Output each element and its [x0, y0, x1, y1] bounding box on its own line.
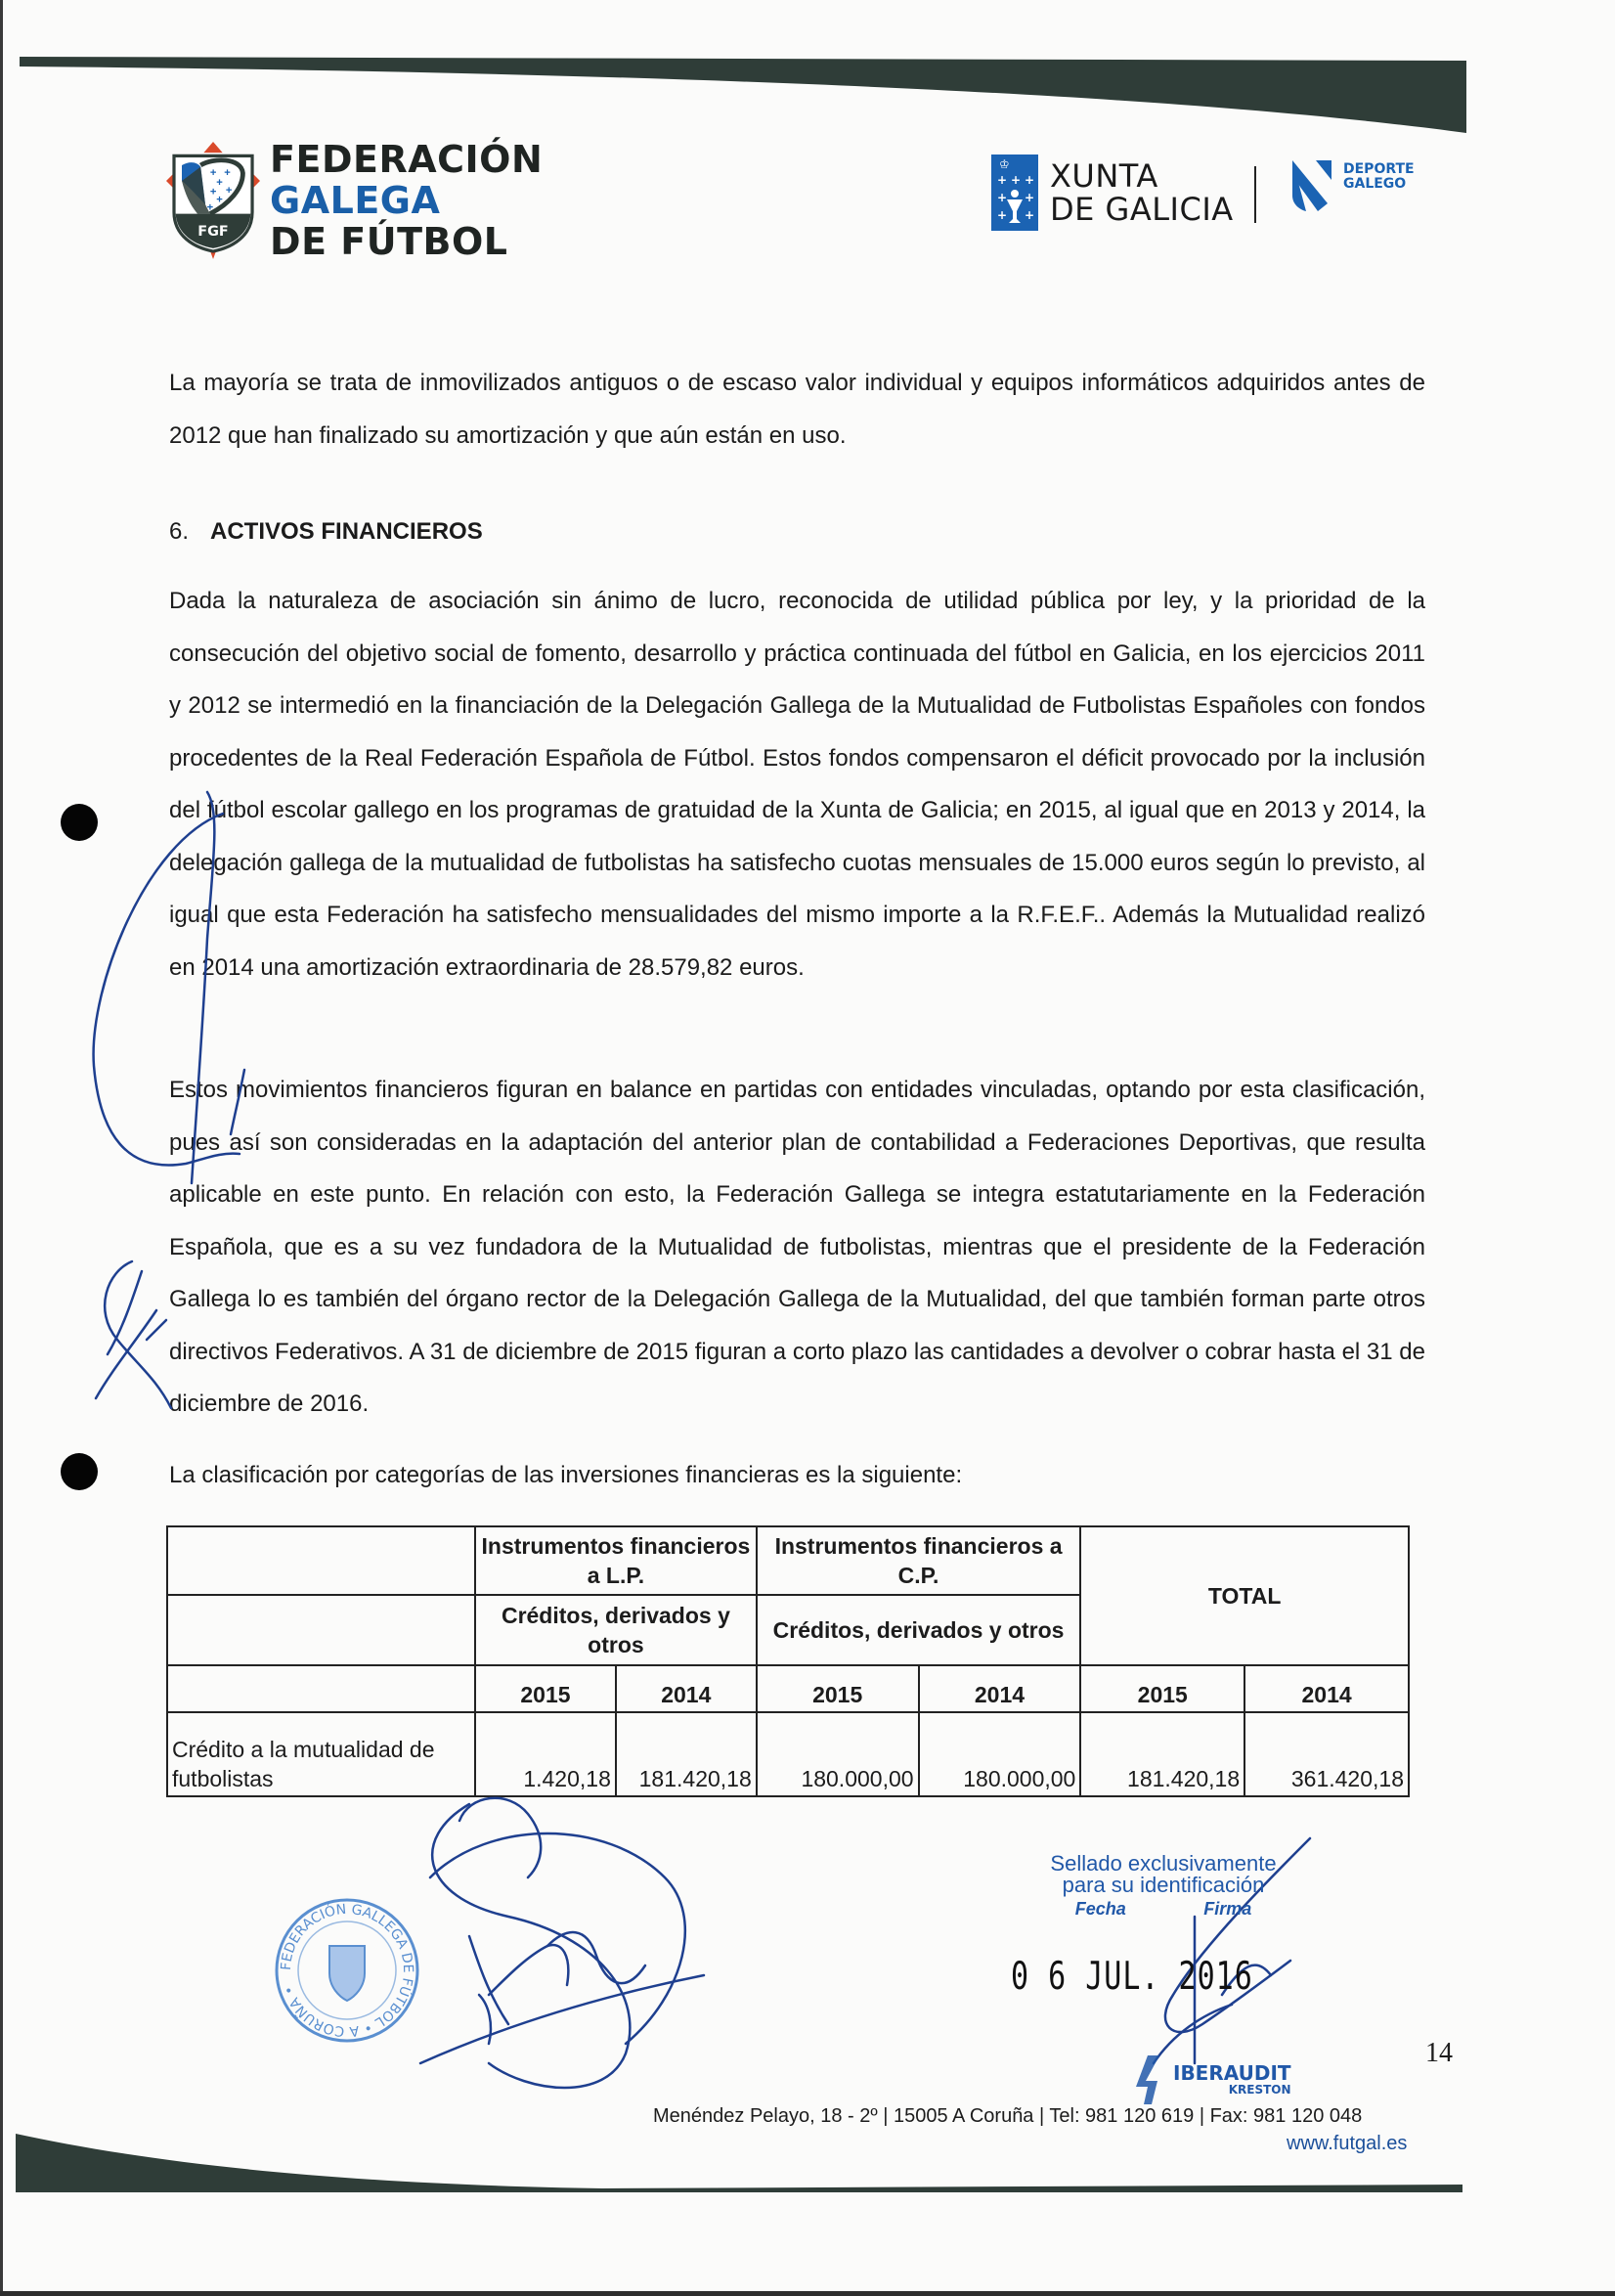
- svg-text:+: +: [225, 184, 233, 197]
- value-cell: 180.000,00: [757, 1712, 919, 1796]
- year-header: 2015: [757, 1665, 919, 1712]
- svg-text:+: +: [997, 208, 1008, 222]
- subheader-short-term: Créditos, derivados y otros: [757, 1595, 1081, 1665]
- fgf-title-blue: GALEGA: [270, 179, 441, 222]
- header-band: [20, 57, 1466, 133]
- paragraph-related-entities: Estos movimientos financieros figuran en balance en partidas con entidades vinculadas, optando por esta clasificación, pues así son consideradas en la adaptación del anterior plan de contabilidad a Federaciones Deportivas, que resulta aplicable en este punto. En relación con esto, la Federación Gallega se integra estatutariamente en la Federación Española, que es a su vez fundadora de la Mutualidad de futbolistas, mientras que el presidente de la Federación Gallega lo es también del órgano rector de la Delegación Gallega de la Mutualidad, del que también forman parte otros directivos Federativos. A 31 de diciembre de 2015 figuran a corto plazo las cantidades a devolver o cobrar hasta el 31 de diciembre de 2016.: [169, 1077, 1425, 1417]
- xunta-wordmark: XUNTA DE GALICIA: [1050, 157, 1234, 228]
- scan-edge-bottom: [0, 2291, 1615, 2296]
- deporte-galego-wordmark: DEPORTE GALEGO: [1343, 161, 1415, 192]
- intro-paragraph: La mayoría se trata de inmovilizados antiguos o de escaso valor individual y equipos informáticos adquiridos antes de 2012 que han finalizado su amortización y que aún están en uso.: [169, 370, 1425, 449]
- audit-stamp-line2: para su identificación: [1062, 1873, 1265, 1897]
- fgf-title-dark: FEDERACIÓN: [270, 138, 544, 181]
- date-stamp: 0 6 JUL. 2016: [1011, 1954, 1253, 2000]
- table-header-row-years: [167, 1665, 1409, 1712]
- section-title: ACTIVOS FINANCIEROS: [210, 518, 483, 545]
- xunta-logo: [991, 155, 1234, 231]
- table-row: [167, 1712, 1409, 1796]
- svg-text:+: +: [216, 194, 223, 206]
- punch-hole: [61, 1453, 98, 1490]
- header-total: TOTAL: [1080, 1526, 1409, 1665]
- svg-text:+: +: [1011, 173, 1022, 187]
- year-header: 2014: [616, 1665, 757, 1712]
- logo-divider: [1254, 166, 1256, 223]
- year-header: 2015: [475, 1665, 616, 1712]
- subheader-long-term: Créditos, derivados y otros: [475, 1595, 757, 1665]
- fgf-title-line2: DE FÚTBOL: [270, 220, 508, 263]
- value-cell: 361.420,18: [1244, 1712, 1409, 1796]
- fgf-logo: [166, 127, 635, 274]
- footer-website-link[interactable]: www.futgal.es: [1287, 2133, 1408, 2154]
- svg-text:+: +: [209, 186, 217, 199]
- iberaudit-mark-icon: [1134, 2055, 1173, 2104]
- footer-address: Menéndez Pelayo, 18 - 2º | 15005 A Coruña | Tel: 981 120 619 | Fax: 981 120 048: [653, 2105, 1363, 2127]
- svg-text:+: +: [206, 201, 214, 214]
- year-header: 2015: [1080, 1665, 1244, 1712]
- federation-seal-stamp: [269, 1897, 425, 2044]
- svg-text:FEDERACIÓN GALLEGA DE FÚTBOL •: FEDERACIÓN GALLEGA DE FÚTBOL • A CORUÑA •: [278, 1901, 416, 2040]
- header-short-term: Instrumentos financieros a C.P.: [757, 1526, 1081, 1595]
- fgf-crest-icon: [166, 127, 260, 274]
- svg-text:+: +: [209, 167, 217, 180]
- table-empty-cell: [167, 1665, 475, 1712]
- iberaudit-name: IBERAUDIT: [1173, 2061, 1291, 2085]
- svg-text:+: +: [997, 191, 1008, 204]
- svg-text:+: +: [224, 167, 231, 180]
- footer-band: [16, 2130, 1462, 2192]
- audit-identification-stamp: [1036, 1853, 1290, 1920]
- value-cell: 1.420,18: [475, 1712, 616, 1796]
- table-intro: La clasificación por categorías de las inversiones financieras es la siguiente:: [169, 1462, 963, 1488]
- year-header: 2014: [919, 1665, 1081, 1712]
- audit-stamp-fecha: Fecha: [1074, 1899, 1126, 1919]
- audit-stamp-line1: Sellado exclusivamente: [1050, 1851, 1277, 1876]
- value-cell: 181.420,18: [616, 1712, 757, 1796]
- table-empty-cell: [167, 1526, 475, 1595]
- svg-text:♔: ♔: [999, 157, 1010, 171]
- paragraph-financial-assets: Dada la naturaleza de asociación sin ánimo de lucro, reconocida de utilidad pública por ley, y la prioridad de la consecución del objetivo social de fomento, desarrollo y práctica continuada del fútbol en Galicia, en los ejercicios 2011 y 2012 se intermedió en la financiación de la Delegación Gallega de la Mutualidad de Futbolistas Españoles con fondos procedentes de la Real Federación Española de Fútbol. Estos fondos compensaron el déficit provocado por la inclusión del fútbol escolar gallego en los programas de gratuidad de la Xunta de Galicia; en 2015, al igual que en 2013 y 2014, la delegación gallega de la mutualidad de futbolistas ha satisfecho cuotas mensuales de 15.000 euros según lo previsto, al igual que esta Federación ha satisfecho mensualidades del mismo importe a la R.F.E.F.. Además la Mutualidad realizó en 2014 una amortización extraordinaria de 28.579,82 euros.: [169, 588, 1425, 981]
- svg-text:+: +: [1025, 191, 1035, 204]
- fgf-wordmark: [270, 139, 635, 262]
- iberaudit-sub: KRESTON: [1228, 2083, 1291, 2097]
- table-header-row-groups: [167, 1526, 1409, 1595]
- row-label: Crédito a la mutualidad de futbolistas: [167, 1712, 475, 1796]
- audit-stamp-firma: Firma: [1203, 1899, 1252, 1919]
- scan-edge: [0, 0, 3, 2296]
- deporte-galego-logo: [1288, 156, 1415, 213]
- value-cell: 181.420,18: [1080, 1712, 1244, 1796]
- svg-text:+: +: [1025, 208, 1035, 222]
- iberaudit-logo: [1134, 2055, 1291, 2104]
- xunta-emblem-icon: [991, 155, 1038, 231]
- financial-investments-table: [166, 1525, 1410, 1797]
- deporte-galego-mark-icon: [1288, 156, 1335, 213]
- year-header: 2014: [1244, 1665, 1409, 1712]
- svg-text:+: +: [216, 176, 223, 189]
- svg-text:FGF: FGF: [197, 224, 229, 241]
- section-heading: [169, 518, 1425, 546]
- svg-text:+: +: [997, 173, 1008, 187]
- section-number: 6.: [169, 518, 190, 545]
- header-long-term: Instrumentos financieros a L.P.: [475, 1526, 757, 1595]
- table-empty-cell: [167, 1595, 475, 1665]
- svg-text:+: +: [1025, 173, 1035, 187]
- page-number: 14: [1425, 2038, 1453, 2068]
- punch-hole: [61, 804, 98, 841]
- value-cell: 180.000,00: [919, 1712, 1081, 1796]
